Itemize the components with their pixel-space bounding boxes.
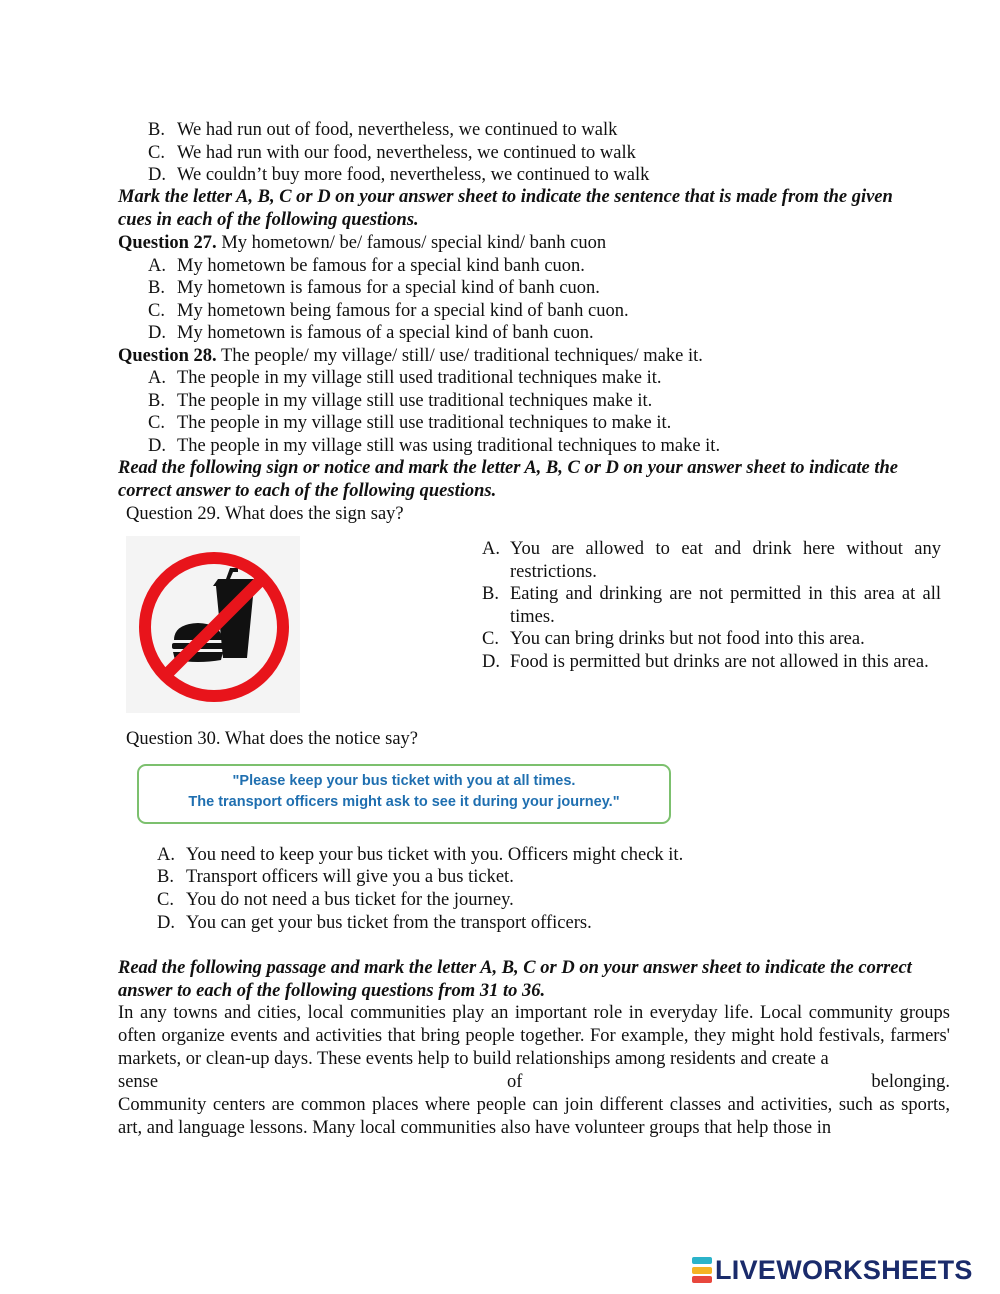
passage-paragraph-2: Community centers are common places where people can join different classes and activities, such as sports, art, and language lessons. Many local communities also have volunteer groups that help those in bbox=[118, 1095, 950, 1138]
option-letter: D. bbox=[148, 323, 166, 343]
q27-option-a[interactable] bbox=[148, 255, 585, 277]
option-letter: B. bbox=[148, 278, 165, 298]
option-text: The people in my village still use traditional techniques to make it. bbox=[177, 413, 672, 433]
option-letter: A. bbox=[482, 539, 500, 559]
option-letter: B. bbox=[148, 391, 165, 411]
q26-option-b[interactable] bbox=[148, 119, 617, 141]
option-letter: A. bbox=[148, 368, 166, 388]
q26-option-d[interactable] bbox=[148, 164, 649, 186]
q28-option-c[interactable] bbox=[148, 412, 671, 434]
option-letter: C. bbox=[148, 143, 165, 163]
q27-option-d[interactable] bbox=[148, 322, 594, 344]
instruction-line: Read the following passage and mark the letter A, B, C or D on your answer sheet to indicate the correct bbox=[118, 958, 912, 978]
option-text: You can bring drinks but not food into this area. bbox=[510, 629, 865, 649]
option-text: You need to keep your bus ticket with you. Officers might check it. bbox=[186, 845, 684, 865]
instruction-sign-notice bbox=[118, 457, 950, 503]
option-letter: C. bbox=[148, 413, 165, 433]
q27-option-b[interactable] bbox=[148, 277, 600, 299]
option-text: My hometown is famous of a special kind of banh cuon. bbox=[177, 323, 594, 343]
q30-option-c[interactable] bbox=[157, 889, 514, 911]
option-letter: A. bbox=[157, 845, 175, 865]
bus-ticket-notice bbox=[137, 764, 671, 824]
passage-paragraph-1-end bbox=[118, 1071, 950, 1094]
option-letter: B. bbox=[148, 120, 165, 140]
question-label: Question 28. bbox=[118, 346, 217, 366]
option-text: The people in my village still used traditional techniques make it. bbox=[177, 368, 662, 388]
q26-option-c[interactable] bbox=[148, 142, 636, 164]
q29-option-a[interactable] bbox=[482, 538, 941, 584]
option-letter: C. bbox=[157, 890, 174, 910]
passage-word: belonging. bbox=[871, 1072, 950, 1092]
question-text: My hometown/ be/ famous/ special kind/ banh cuon bbox=[216, 233, 607, 253]
option-text: Eating and drinking are not permitted in this area at all times. bbox=[510, 584, 941, 627]
logo-text: LIVEWORKSHEETS bbox=[715, 1255, 973, 1285]
option-letter: D. bbox=[148, 436, 166, 456]
q30-option-b[interactable] bbox=[157, 866, 514, 888]
no-food-drink-icon bbox=[126, 536, 300, 713]
instruction-passage bbox=[118, 957, 950, 1003]
option-text: We had run out of food, nevertheless, we continued to walk bbox=[177, 120, 618, 140]
option-letter: C. bbox=[148, 301, 165, 321]
question-29-title: Question 29. What does the sign say? bbox=[126, 504, 404, 524]
instruction-cues bbox=[118, 186, 950, 232]
question-28-title bbox=[118, 345, 703, 367]
passage-word: of bbox=[507, 1072, 523, 1092]
instruction-line: cues in each of the following questions. bbox=[118, 210, 419, 230]
no-food-drink-sign bbox=[126, 536, 300, 713]
option-text: You do not need a bus ticket for the journey. bbox=[186, 890, 514, 910]
reading-passage bbox=[118, 1002, 950, 1140]
q27-option-c[interactable] bbox=[148, 300, 629, 322]
option-text: Transport officers will give you a bus ticket. bbox=[186, 867, 514, 887]
option-letter: C. bbox=[482, 629, 499, 649]
option-letter: A. bbox=[148, 256, 166, 276]
option-text: My hometown is famous for a special kind of banh cuon. bbox=[177, 278, 600, 298]
q28-option-b[interactable] bbox=[148, 390, 652, 412]
option-text: We couldn’t buy more food, nevertheless, we continued to walk bbox=[177, 165, 650, 185]
question-label: Question 27. bbox=[118, 233, 217, 253]
option-text: You can get your bus ticket from the transport officers. bbox=[186, 913, 592, 933]
q29-option-d[interactable] bbox=[482, 651, 941, 674]
option-text: My hometown be famous for a special kind banh cuon. bbox=[177, 256, 585, 276]
option-letter: B. bbox=[157, 867, 174, 887]
q28-option-a[interactable] bbox=[148, 367, 661, 389]
passage-word: sense bbox=[118, 1072, 159, 1092]
option-text: You are allowed to eat and drink here without any restrictions. bbox=[510, 539, 941, 582]
option-letter: B. bbox=[482, 584, 499, 604]
option-letter: D. bbox=[157, 913, 175, 933]
question-30-title: Question 30. What does the notice say? bbox=[126, 729, 418, 749]
instruction-line: Mark the letter A, B, C or D on your answer sheet to indicate the sentence that is made from the given bbox=[118, 187, 893, 207]
option-letter: D. bbox=[482, 652, 500, 672]
option-text: The people in my village still was using traditional techniques to make it. bbox=[177, 436, 721, 456]
option-text: Food is permitted but drinks are not allowed in this area. bbox=[510, 652, 929, 672]
instruction-line: Read the following sign or notice and mark the letter A, B, C or D on your answer sheet to indicate the bbox=[118, 458, 898, 478]
question-text: The people/ my village/ still/ use/ traditional techniques/ make it. bbox=[216, 346, 703, 366]
option-text: My hometown being famous for a special kind of banh cuon. bbox=[177, 301, 629, 321]
passage-paragraph-1: In any towns and cities, local communities play an important role in everyday life. Local community groups often organize events and activities that bring people together. For example, they might hold festivals, farmers' markets, or clean-up days. These events help to build relationships among residents and create a bbox=[118, 1003, 950, 1069]
q29-option-b[interactable] bbox=[482, 583, 941, 629]
q29-option-c[interactable] bbox=[482, 628, 941, 651]
liveworksheets-logo-icon bbox=[692, 1257, 712, 1283]
instruction-line: answer to each of the following questions from 31 to 36. bbox=[118, 981, 546, 1001]
q28-option-d[interactable] bbox=[148, 435, 720, 457]
instruction-line: correct answer to each of the following questions. bbox=[118, 481, 497, 501]
option-letter: D. bbox=[148, 165, 166, 185]
question-27-title bbox=[118, 232, 606, 254]
option-text: The people in my village still use traditional techniques make it. bbox=[177, 391, 653, 411]
q30-option-a[interactable] bbox=[157, 844, 683, 866]
liveworksheets-logo bbox=[692, 1253, 973, 1287]
notice-line: The transport officers might ask to see it during your journey." bbox=[188, 794, 620, 810]
q30-option-d[interactable] bbox=[157, 912, 592, 934]
notice-line: "Please keep your bus ticket with you at all times. bbox=[232, 773, 576, 789]
option-text: We had run with our food, nevertheless, we continued to walk bbox=[177, 143, 636, 163]
